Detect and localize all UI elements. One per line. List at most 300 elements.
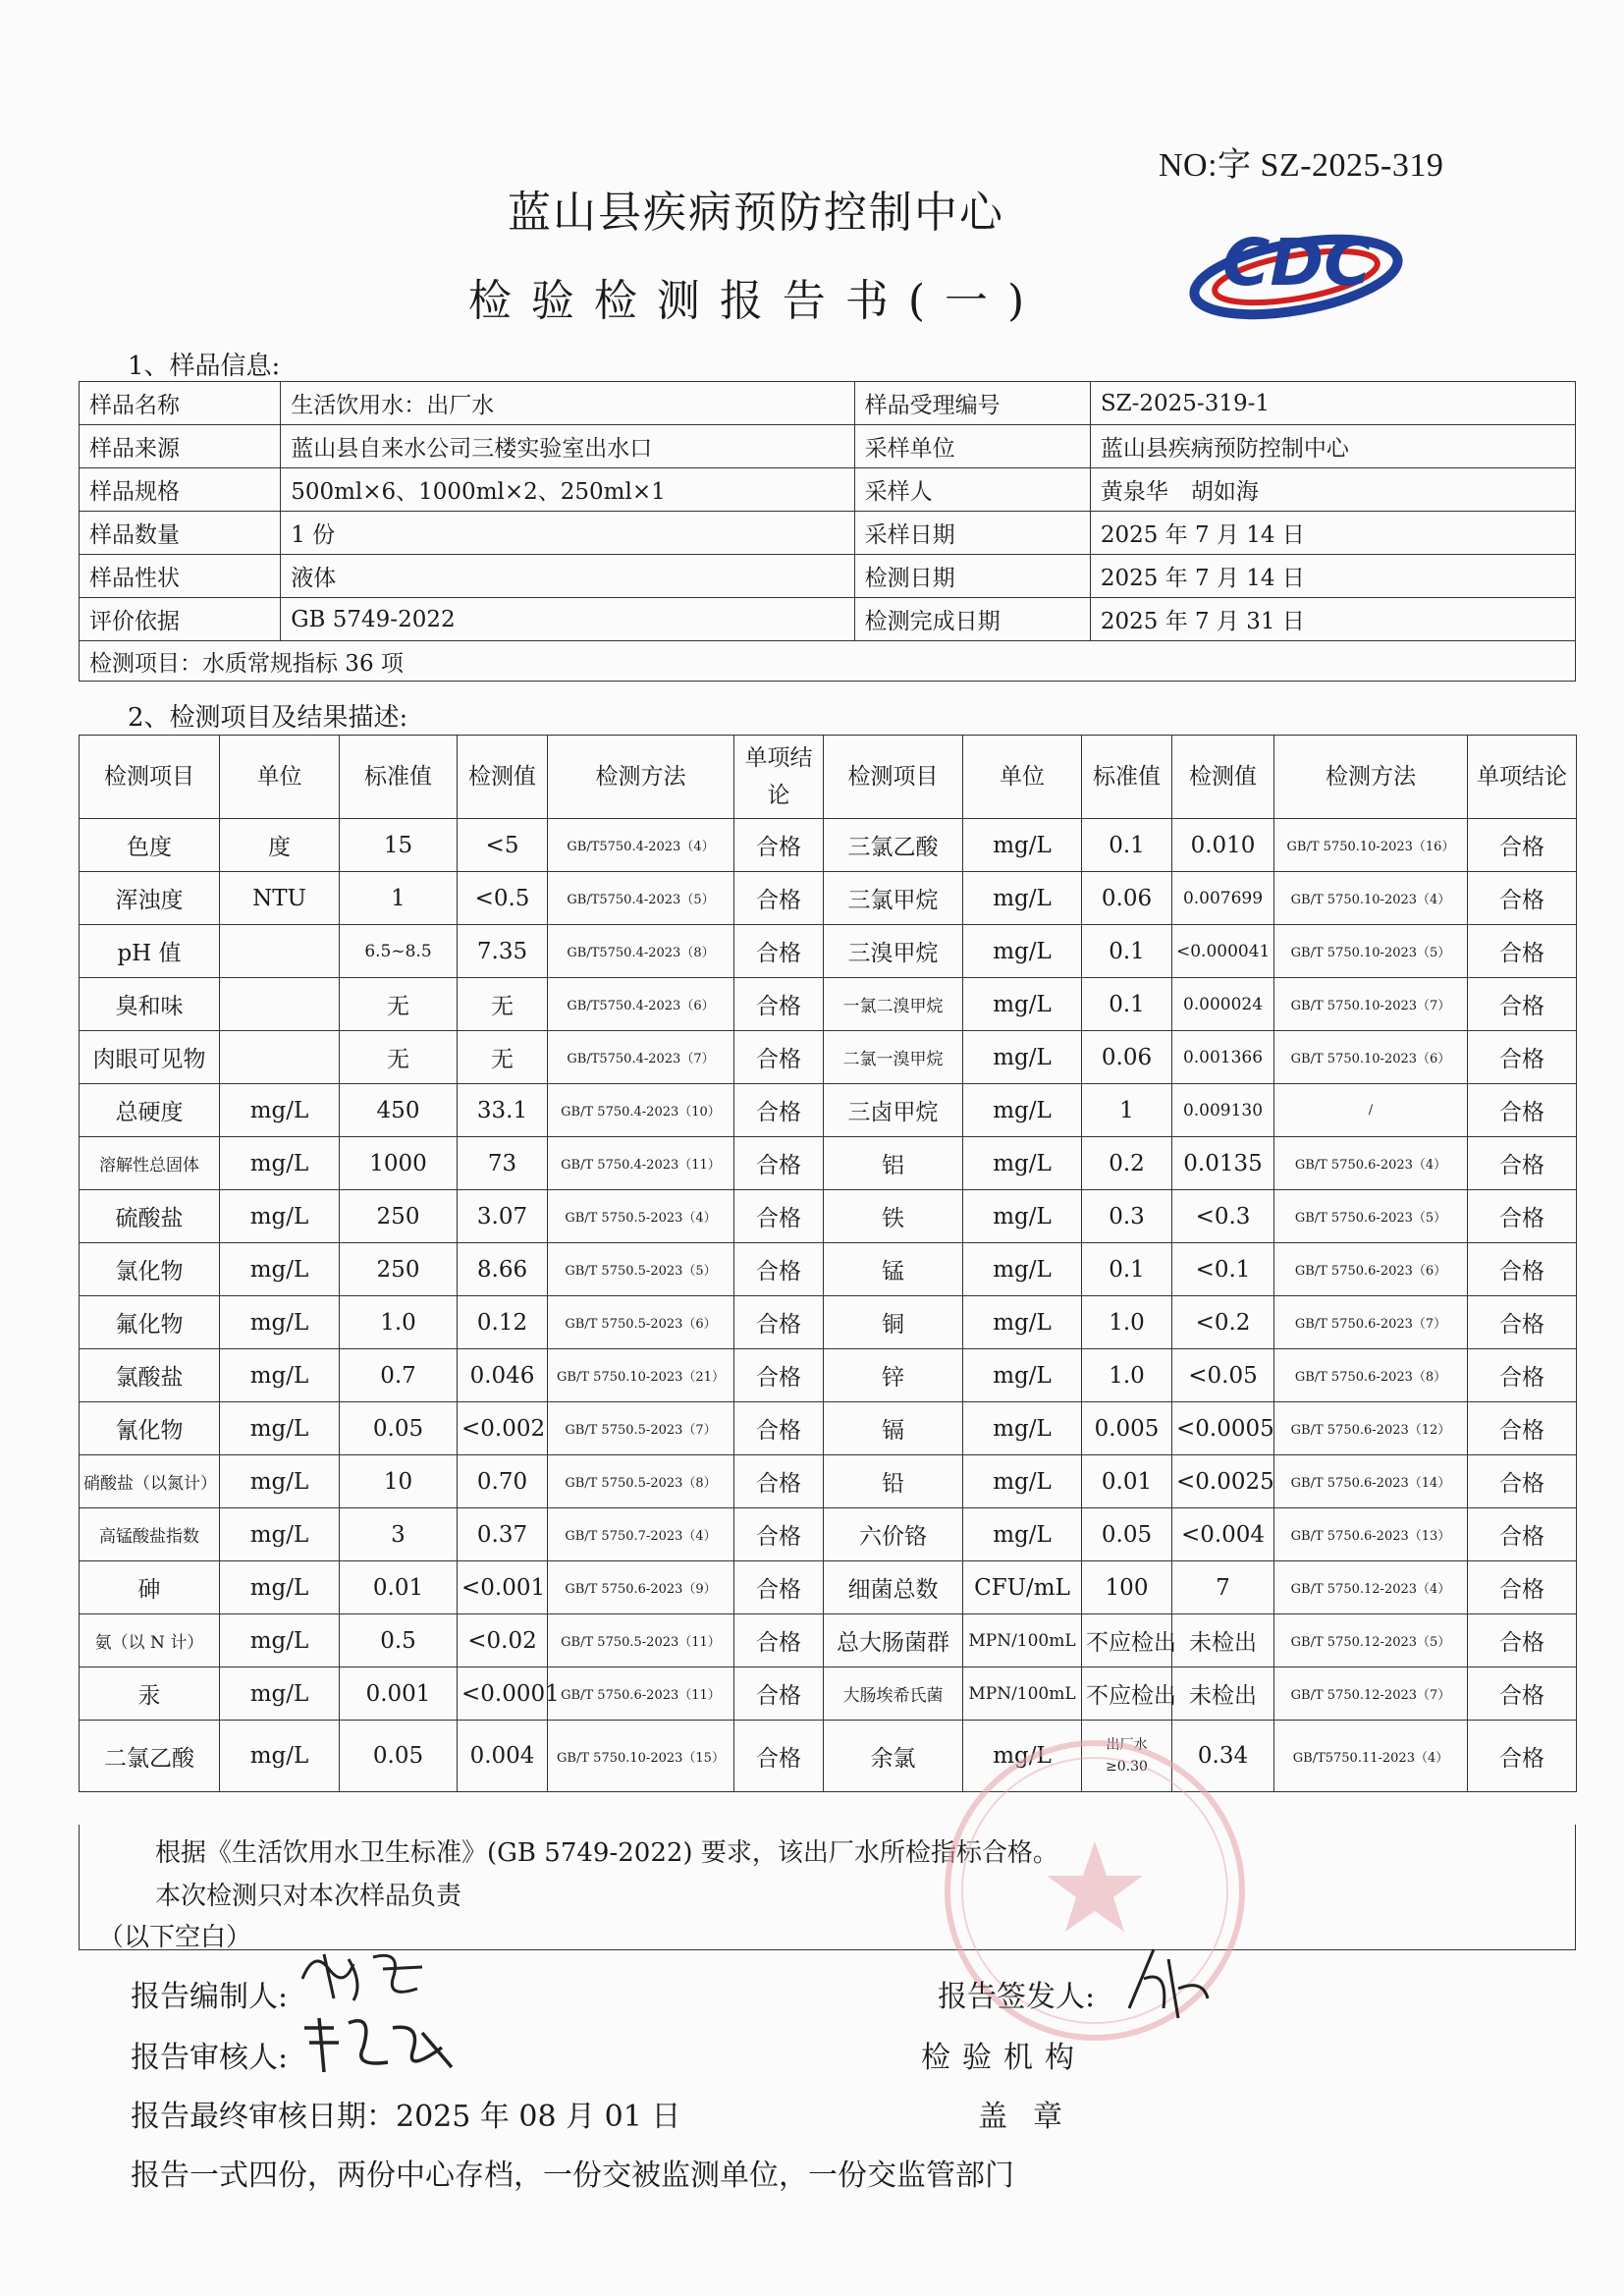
item-name: 锰 [824,1243,963,1296]
info-value: 蓝山县疾病预防控制中心 [1090,425,1575,468]
info-row [80,598,1576,641]
standard-value: 10 [340,1455,458,1508]
info-key: 采样单位 [854,425,1090,468]
unit: mg/L [963,819,1082,872]
standard-value: 0.1 [1082,819,1172,872]
item-name: 色度 [80,819,220,872]
item-name: 氟化物 [80,1296,220,1349]
unit: mg/L [963,1296,1082,1349]
compiler-label: 报告编制人: [131,1980,289,2014]
item-name: 铝 [824,1137,963,1190]
signer-label: 报告签发人: [938,1980,1096,2014]
copies-note: 报告一式四份，两份中心存档，一份交被监测单位，一份交监管部门 [131,2159,1014,2193]
table-row [80,978,1577,1031]
standard-value: 0.01 [340,1561,458,1614]
table-row [80,1561,1577,1614]
info-row [80,468,1576,512]
item-conclusion: 合格 [1468,819,1577,872]
info-key: 检测完成日期 [854,598,1090,641]
measured-value: 0.009130 [1172,1084,1274,1137]
section2-heading: 2、检测项目及结果描述: [128,703,408,733]
item-conclusion: 合格 [734,1243,824,1296]
measured-value: 0.37 [458,1508,548,1561]
column-header: 单位 [220,736,340,819]
measured-value: 未检出 [1172,1667,1274,1721]
item-conclusion: 合格 [1468,1243,1577,1296]
item-name: 大肠埃希氏菌 [824,1667,963,1721]
item-conclusion: 合格 [1468,1402,1577,1455]
standard-value: 0.1 [1082,1243,1172,1296]
table-row [80,925,1577,978]
measured-value: <0.5 [458,872,548,925]
test-method: GB/T 5750.5-2023（8） [548,1455,734,1508]
table-row [80,1455,1577,1508]
test-method: GB/T 5750.5-2023（7） [548,1402,734,1455]
standard-value: 0.7 [340,1349,458,1402]
standard-value: 0.1 [1082,925,1172,978]
item-name: 肉眼可见物 [80,1031,220,1084]
table-row [80,1667,1577,1721]
unit: mg/L [220,1561,340,1614]
test-method: GB/T 5750.7-2023（4） [548,1508,734,1561]
final-review-date: 报告最终审核日期：2025 年 08 月 01 日 [131,2100,681,2134]
test-method: GB/T 5750.6-2023（6） [1274,1243,1468,1296]
reviewer-signature-icon [295,2008,461,2077]
info-value: 2025 年 7 月 14 日 [1090,555,1575,598]
measured-value: 7 [1172,1561,1274,1614]
unit: mg/L [963,1349,1082,1402]
item-conclusion: 合格 [734,1721,824,1792]
measured-value: 0.046 [458,1349,548,1402]
column-header: 检测值 [1172,736,1274,819]
conclusion-text: 根据《生活饮用水卫生标准》(GB 5749-2022) 要求，该出厂水所检指标合格。 [155,1838,1058,1868]
column-header: 单位 [963,736,1082,819]
item-name: 臭和味 [80,978,220,1031]
item-conclusion: 合格 [1468,1561,1577,1614]
info-value: 生活饮用水：出厂水 [281,382,854,425]
item-conclusion: 合格 [734,1296,824,1349]
measured-value: 0.007699 [1172,872,1274,925]
table-row [80,1402,1577,1455]
unit: mg/L [220,1455,340,1508]
test-method: GB/T 5750.10-2023（15） [548,1721,734,1792]
standard-value: 100 [1082,1561,1172,1614]
table-row [80,1031,1577,1084]
measured-value: 未检出 [1172,1614,1274,1667]
item-name: 硫酸盐 [80,1190,220,1243]
info-value: 液体 [281,555,854,598]
item-name: 浑浊度 [80,872,220,925]
item-conclusion: 合格 [734,1455,824,1508]
test-method: GB/T 5750.10-2023（6） [1274,1031,1468,1084]
column-header: 检测值 [458,736,548,819]
unit [220,978,340,1031]
table-row [80,1084,1577,1137]
reviewer-label: 报告审核人: [131,2041,289,2075]
item-name: 三氯甲烷 [824,872,963,925]
standard-value: 1 [1082,1084,1172,1137]
standard-value: 无 [340,978,458,1031]
item-name: 余氯 [824,1721,963,1792]
standard-value: 0.001 [340,1667,458,1721]
measured-value: 8.66 [458,1243,548,1296]
info-value: 蓝山县自来水公司三楼实验室出水口 [281,425,854,468]
test-method: GB/T 5750.6-2023（5） [1274,1190,1468,1243]
measured-value: 3.07 [458,1190,548,1243]
unit: mg/L [220,1508,340,1561]
measured-value: 33.1 [458,1084,548,1137]
table-row [80,1721,1577,1792]
measured-value: 无 [458,978,548,1031]
item-name: 氯酸盐 [80,1349,220,1402]
info-key: 样品受理编号 [854,382,1090,425]
item-name: 三氯乙酸 [824,819,963,872]
standard-value: 250 [340,1190,458,1243]
test-method: GB/T 5750.6-2023（12） [1274,1402,1468,1455]
test-method: GB/T 5750.10-2023（16） [1274,819,1468,872]
item-conclusion: 合格 [1468,1508,1577,1561]
table-row [80,1296,1577,1349]
measured-value: <0.000041 [1172,925,1274,978]
test-results-table [79,735,1577,1792]
standard-value: 450 [340,1084,458,1137]
item-conclusion: 合格 [734,1190,824,1243]
item-name: 硝酸盐（以氮计） [80,1455,220,1508]
test-method: GB/T 5750.5-2023（11） [548,1614,734,1667]
standard-value: 1.0 [1082,1296,1172,1349]
item-conclusion: 合格 [1468,872,1577,925]
standard-value: 0.06 [1082,1031,1172,1084]
column-header: 标准值 [340,736,458,819]
standard-value: 0.05 [340,1721,458,1792]
measured-value: 0.34 [1172,1721,1274,1792]
info-value: SZ-2025-319-1 [1090,382,1575,425]
standard-value: 0.06 [1082,872,1172,925]
item-name: 汞 [80,1667,220,1721]
unit: mg/L [963,872,1082,925]
item-conclusion: 合格 [734,1614,824,1667]
test-method: GB/T 5750.6-2023（4） [1274,1137,1468,1190]
column-header: 标准值 [1082,736,1172,819]
agency-label: 检验机构 [921,2041,1086,2075]
standard-value: 0.3 [1082,1190,1172,1243]
item-name: 氰化物 [80,1402,220,1455]
unit: mg/L [220,1614,340,1667]
standard-value: 0.5 [340,1614,458,1667]
item-name: 二氯一溴甲烷 [824,1031,963,1084]
measured-value: 0.010 [1172,819,1274,872]
item-name: 一氯二溴甲烷 [824,978,963,1031]
item-conclusion: 合格 [1468,978,1577,1031]
test-method: GB/T 5750.6-2023（7） [1274,1296,1468,1349]
standard-value: 0.005 [1082,1402,1172,1455]
table-row [80,1190,1577,1243]
test-method: GB/T 5750.6-2023（13） [1274,1508,1468,1561]
standard-value: 0.2 [1082,1137,1172,1190]
test-method: GB/T 5750.6-2023（9） [548,1561,734,1614]
standard-value: 0.05 [340,1402,458,1455]
item-conclusion: 合格 [734,1561,824,1614]
test-method: GB/T5750.4-2023（8） [548,925,734,978]
test-method: GB/T 5750.10-2023（5） [1274,925,1468,978]
info-value: 500ml×6、1000ml×2、250ml×1 [281,468,854,512]
item-conclusion: 合格 [1468,1349,1577,1402]
test-method: GB/T 5750.6-2023（14） [1274,1455,1468,1508]
standard-value: 无 [340,1031,458,1084]
measured-value: 0.70 [458,1455,548,1508]
column-header: 检测方法 [1274,736,1468,819]
table-row [80,1137,1577,1190]
info-row [80,512,1576,555]
table-row [80,1349,1577,1402]
item-name: 铁 [824,1190,963,1243]
info-key: 样品规格 [80,468,281,512]
compiler-signature-icon [295,1940,432,2008]
measured-value: <0.05 [1172,1349,1274,1402]
measured-value: 7.35 [458,925,548,978]
measured-value: 0.0135 [1172,1137,1274,1190]
unit: MPN/100mL [963,1667,1082,1721]
cdc-logo-icon [1183,206,1429,324]
standard-value: 1000 [340,1137,458,1190]
test-method: GB/T 5750.12-2023（5） [1274,1614,1468,1667]
item-name: 总大肠菌群 [824,1614,963,1667]
info-row [80,382,1576,425]
unit: mg/L [963,1508,1082,1561]
info-key: 检测日期 [854,555,1090,598]
item-name: 铅 [824,1455,963,1508]
item-conclusion: 合格 [734,978,824,1031]
item-name: 锌 [824,1349,963,1402]
item-conclusion: 合格 [734,1137,824,1190]
test-items-summary: 检测项目：水质常规指标 36 项 [80,641,1576,682]
unit: mg/L [963,978,1082,1031]
item-conclusion: 合格 [734,1667,824,1721]
item-conclusion: 合格 [734,1508,824,1561]
item-conclusion: 合格 [1468,1614,1577,1667]
measured-value: 73 [458,1137,548,1190]
table-row [80,1243,1577,1296]
item-name: 六价铬 [824,1508,963,1561]
unit: mg/L [963,1243,1082,1296]
item-conclusion: 合格 [1468,1031,1577,1084]
standard-value: 15 [340,819,458,872]
unit [220,925,340,978]
document-title: 检验检测报告书(一) [467,276,1045,326]
cdc-logo-text: CDC [1222,225,1372,301]
measured-value: <0.0001 [458,1667,548,1721]
table-row [80,1614,1577,1667]
item-conclusion: 合格 [734,1084,824,1137]
measured-value: <0.002 [458,1402,548,1455]
standard-value: 1.0 [340,1296,458,1349]
standard-value: 1 [340,872,458,925]
measured-value: <0.001 [458,1561,548,1614]
info-row [80,555,1576,598]
unit: mg/L [220,1296,340,1349]
column-header: 检测方法 [548,736,734,819]
item-conclusion: 合格 [734,1031,824,1084]
info-key: 样品名称 [80,382,281,425]
item-conclusion: 合格 [734,872,824,925]
item-conclusion: 合格 [1468,1667,1577,1721]
item-name: 总硬度 [80,1084,220,1137]
item-conclusion: 合格 [734,1349,824,1402]
item-conclusion: 合格 [734,1402,824,1455]
test-method: GB/T5750.4-2023（6） [548,978,734,1031]
item-conclusion: 合格 [1468,1455,1577,1508]
info-key: 采样人 [854,468,1090,512]
item-name: 细菌总数 [824,1561,963,1614]
standard-value: 不应检出 [1082,1614,1172,1667]
measured-value: <0.02 [458,1614,548,1667]
item-conclusion: 合格 [734,925,824,978]
info-key: 采样日期 [854,512,1090,555]
item-name: 二氯乙酸 [80,1721,220,1792]
test-method: GB/T5750.4-2023（5） [548,872,734,925]
test-method: GB/T 5750.5-2023（4） [548,1190,734,1243]
unit: mg/L [220,1667,340,1721]
item-name: 砷 [80,1561,220,1614]
info-key: 样品来源 [80,425,281,468]
info-key: 样品数量 [80,512,281,555]
test-method: GB/T 5750.5-2023（6） [548,1296,734,1349]
unit: mg/L [963,1721,1082,1792]
unit: mg/L [220,1243,340,1296]
standard-value: 出厂水≥0.30 [1082,1721,1172,1792]
measured-value: 0.000024 [1172,978,1274,1031]
responsibility-note: 本次检测只对本次样品负责 [155,1882,462,1911]
unit: mg/L [220,1721,340,1792]
unit: mg/L [963,1031,1082,1084]
unit: mg/L [220,1084,340,1137]
unit: mg/L [963,1402,1082,1455]
test-method: GB/T5750.11-2023（4） [1274,1721,1468,1792]
results-header-row [80,736,1577,819]
unit: mg/L [963,1190,1082,1243]
test-method: GB/T 5750.4-2023（10） [548,1084,734,1137]
unit: mg/L [220,1402,340,1455]
item-name: 三卤甲烷 [824,1084,963,1137]
item-name: pH 值 [80,925,220,978]
standard-value: 不应检出 [1082,1667,1172,1721]
column-header: 单项结论 [734,736,824,819]
unit: mg/L [220,1137,340,1190]
test-method: GB/T 5750.12-2023（4） [1274,1561,1468,1614]
test-method: / [1274,1084,1468,1137]
standard-value: 0.1 [1082,978,1172,1031]
info-value: GB 5749-2022 [281,598,854,641]
item-conclusion: 合格 [734,819,824,872]
measured-value: <5 [458,819,548,872]
measured-value: 0.004 [458,1721,548,1792]
test-method: GB/T 5750.10-2023（21） [548,1349,734,1402]
standard-value: 0.01 [1082,1455,1172,1508]
table-row [80,872,1577,925]
standard-value: 3 [340,1508,458,1561]
measured-value: <0.3 [1172,1190,1274,1243]
seal-label: 盖章 [978,2100,1088,2134]
info-value: 2025 年 7 月 14 日 [1090,512,1575,555]
sample-info-table [79,381,1576,682]
organization-title: 蓝山县疾病预防控制中心 [508,188,1004,238]
info-key: 样品性状 [80,555,281,598]
signer-signature-icon [1110,1940,1218,2028]
item-name: 镉 [824,1402,963,1455]
measured-value: <0.0005 [1172,1402,1274,1455]
item-conclusion: 合格 [1468,925,1577,978]
test-method: GB/T 5750.12-2023（7） [1274,1667,1468,1721]
test-method: GB/T5750.4-2023（7） [548,1031,734,1084]
item-conclusion: 合格 [1468,1084,1577,1137]
info-value: 2025 年 7 月 31 日 [1090,598,1575,641]
measured-value: <0.004 [1172,1508,1274,1561]
info-value: 1 份 [281,512,854,555]
standard-value: 1.0 [1082,1349,1172,1402]
measured-value: 无 [458,1031,548,1084]
measured-value: 0.001366 [1172,1031,1274,1084]
measured-value: 0.12 [458,1296,548,1349]
measured-value: <0.0025 [1172,1455,1274,1508]
info-value: 黄泉华 胡如海 [1090,468,1575,512]
section1-heading: 1、样品信息: [128,352,281,381]
info-row [80,425,1576,468]
test-method: GB/T5750.4-2023（4） [548,819,734,872]
measured-value: <0.2 [1172,1296,1274,1349]
unit: mg/L [220,1349,340,1402]
column-header: 检测项目 [80,736,220,819]
item-conclusion: 合格 [1468,1721,1577,1792]
test-method: GB/T 5750.10-2023（7） [1274,978,1468,1031]
table-row [80,1508,1577,1561]
unit: mg/L [963,1084,1082,1137]
item-conclusion: 合格 [1468,1137,1577,1190]
unit [220,1031,340,1084]
table-row [80,819,1577,872]
info-key: 评价依据 [80,598,281,641]
unit: CFU/mL [963,1561,1082,1614]
report-number: NO:字 SZ-2025-319 [1159,147,1444,184]
blank-note: （以下空白） [98,1923,252,1952]
item-name: 三溴甲烷 [824,925,963,978]
column-header: 单项结论 [1468,736,1577,819]
item-name: 氯化物 [80,1243,220,1296]
item-name: 溶解性总固体 [80,1137,220,1190]
item-name: 铜 [824,1296,963,1349]
unit: NTU [220,872,340,925]
test-method: GB/T 5750.5-2023（5） [548,1243,734,1296]
item-conclusion: 合格 [1468,1190,1577,1243]
test-method: GB/T 5750.10-2023（4） [1274,872,1468,925]
unit: mg/L [963,1455,1082,1508]
unit: mg/L [220,1190,340,1243]
test-method: GB/T 5750.6-2023（8） [1274,1349,1468,1402]
test-method: GB/T 5750.6-2023（11） [548,1667,734,1721]
item-name: 高锰酸盐指数 [80,1508,220,1561]
measured-value: <0.1 [1172,1243,1274,1296]
standard-value: 250 [340,1243,458,1296]
unit: MPN/100mL [963,1614,1082,1667]
standard-value: 0.05 [1082,1508,1172,1561]
unit: mg/L [963,925,1082,978]
item-name: 氨（以 N 计） [80,1614,220,1667]
item-conclusion: 合格 [1468,1296,1577,1349]
standard-value: 6.5~8.5 [340,925,458,978]
unit: 度 [220,819,340,872]
test-method: GB/T 5750.4-2023（11） [548,1137,734,1190]
column-header: 检测项目 [824,736,963,819]
unit: mg/L [963,1137,1082,1190]
